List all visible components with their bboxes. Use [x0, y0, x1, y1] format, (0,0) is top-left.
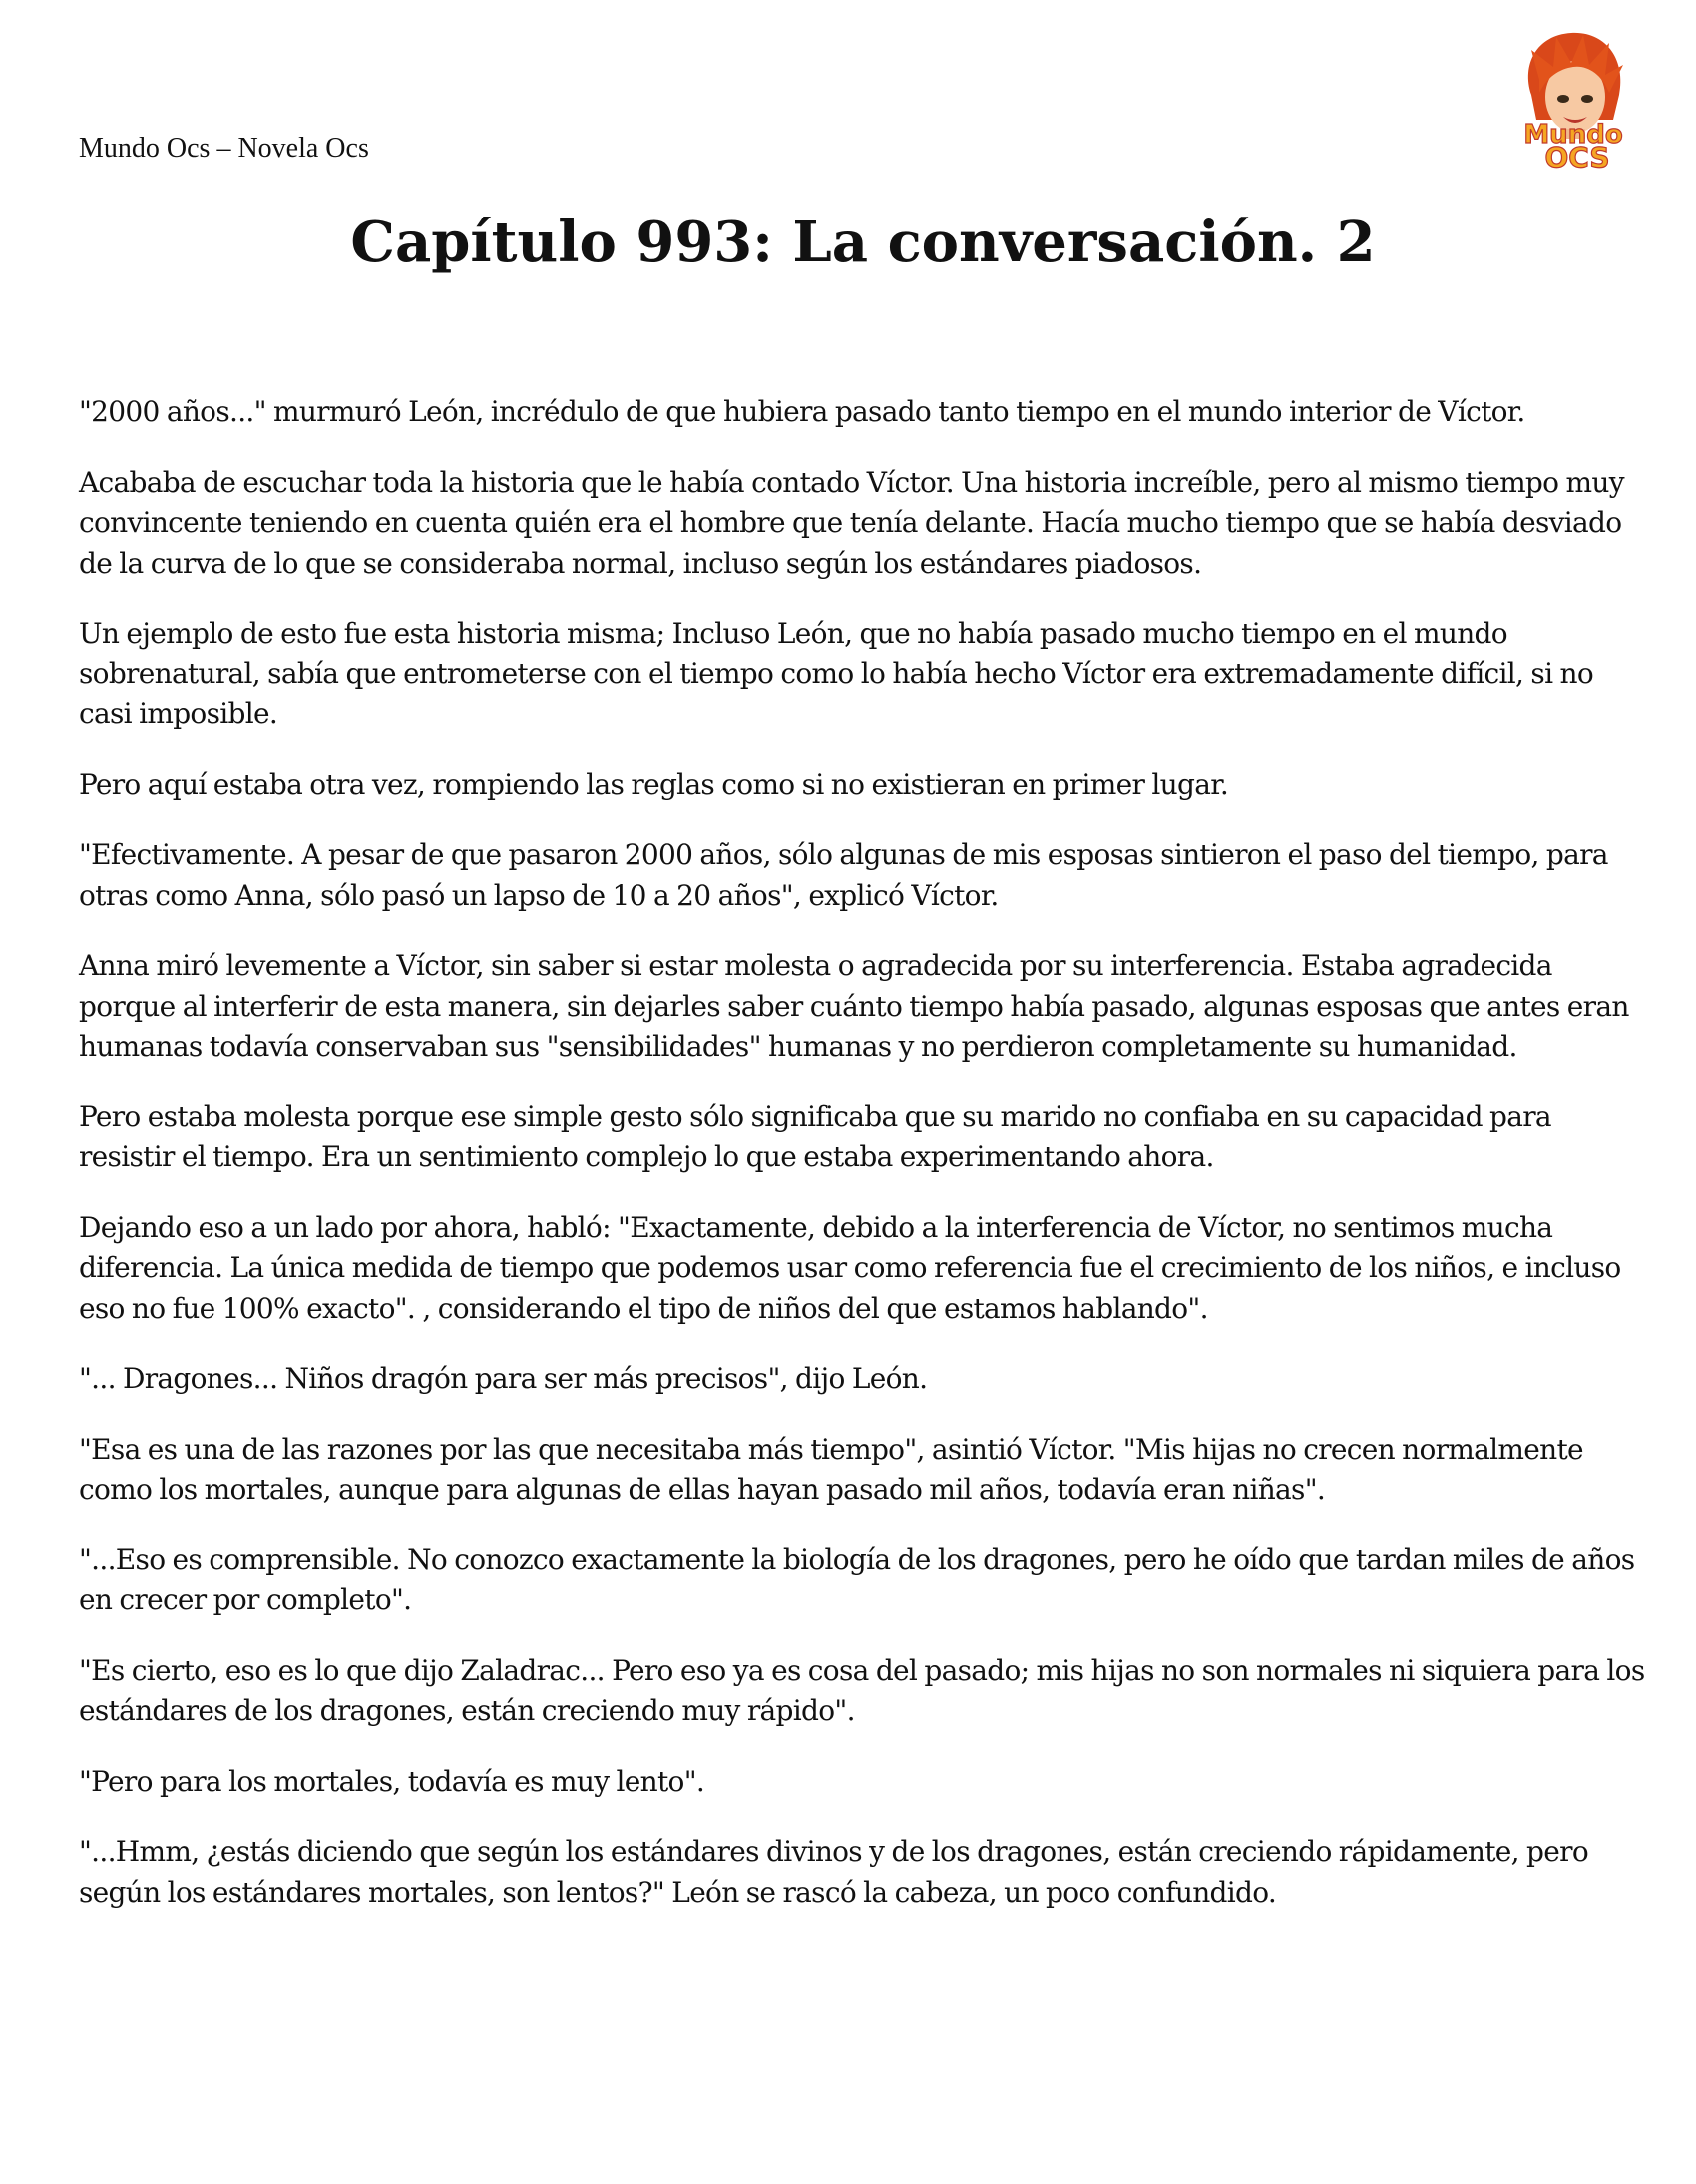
paragraph: Anna miró levemente a Víctor, sin saber si estar molesta o agradecida por su interferencia. Estaba agradecida porque al interferir de esta manera, sin dejarles saber cuánto tiempo había pasado, algunas esposas que antes eran humanas todavía conservaban sus "sensibilidades" humanas y no perdieron completamente su humanidad. [79, 949, 1629, 1063]
paragraph: "Pero para los mortales, todavía es muy lento". [79, 1764, 705, 1798]
header-text: Mundo Ocs – Novela Ocs [79, 133, 369, 164]
svg-text:OCS: OCS [1544, 141, 1610, 174]
logo-face-icon [1501, 25, 1646, 175]
svg-text:Mundo: Mundo [1523, 120, 1623, 150]
chapter-title: Capítulo 993: La conversación. 2 [350, 210, 1376, 275]
mundo-ocs-logo [1501, 25, 1646, 175]
paragraph: "Es cierto, eso es lo que dijo Zaladrac... Pero eso ya es cosa del pasado; mis hijas no son normales ni siquiera para los estándares de los dragones, están creciendo muy rápido". [79, 1653, 1645, 1727]
paragraph: "...Eso es comprensible. No conozco exactamente la biología de los dragones, pero he oído que tardan miles de años en crecer por completo". [79, 1542, 1635, 1616]
paragraph: "Efectivamente. A pesar de que pasaron 2000 años, sólo algunas de mis esposas sintieron el paso del tiempo, para otras como Anna, sólo pasó un lapso de 10 a 20 años", explicó Víctor. [79, 838, 1608, 912]
paragraph: Pero aquí estaba otra vez, rompiendo las reglas como si no existieran en primer lugar. [79, 767, 1229, 801]
paragraph: Pero estaba molesta porque ese simple gesto sólo significaba que su marido no confiaba en su capacidad para resistir el tiempo. Era un sentimiento complejo lo que estaba experimentando ahora. [79, 1099, 1551, 1173]
paragraph: "Esa es una de las razones por las que necesitaba más tiempo", asintió Víctor. "Mis hijas no crecen normalmente como los mortales, aunque para algunas de ellas hayan pasado mil años, todavía eran niñas". [79, 1432, 1583, 1506]
chapter-body [79, 392, 1645, 1943]
paragraph: Acababa de escuchar toda la historia que le había contado Víctor. Una historia increíble, pero al mismo tiempo muy convincente teniendo en cuenta quién era el hombre que tenía delante. Hacía mucho tiempo que se había desviado de la curva de lo que se consideraba normal, incluso según los estándares piadosos. [79, 465, 1624, 580]
paragraph: Dejando eso a un lado por ahora, habló: "Exactamente, debido a la interferencia de Víctor, no sentimos mucha diferencia. La única medida de tiempo que podemos usar como referencia fue el crecimiento de los niños, e incluso eso no fue 100% exacto". , considerando el tipo de niños del que estamos hablando". [79, 1210, 1621, 1325]
paragraph: "...Hmm, ¿estás diciendo que según los estándares divinos y de los dragones, están creciendo rápidamente, pero según los estándares mortales, son lentos?" León se rascó la cabeza, un poco confundido. [79, 1835, 1588, 1909]
paragraph: "2000 años..." murmuró León, incrédulo de que hubiera pasado tanto tiempo en el mundo interior de Víctor. [79, 395, 1525, 428]
paragraph: Un ejemplo de esto fue esta historia misma; Incluso León, que no había pasado mucho tiempo en el mundo sobrenatural, sabía que entrometerse con el tiempo como lo había hecho Víctor era extremadamente difícil, si no casi imposible. [79, 617, 1594, 730]
paragraph: "... Dragones... Niños dragón para ser más precisos", dijo León. [79, 1362, 928, 1395]
